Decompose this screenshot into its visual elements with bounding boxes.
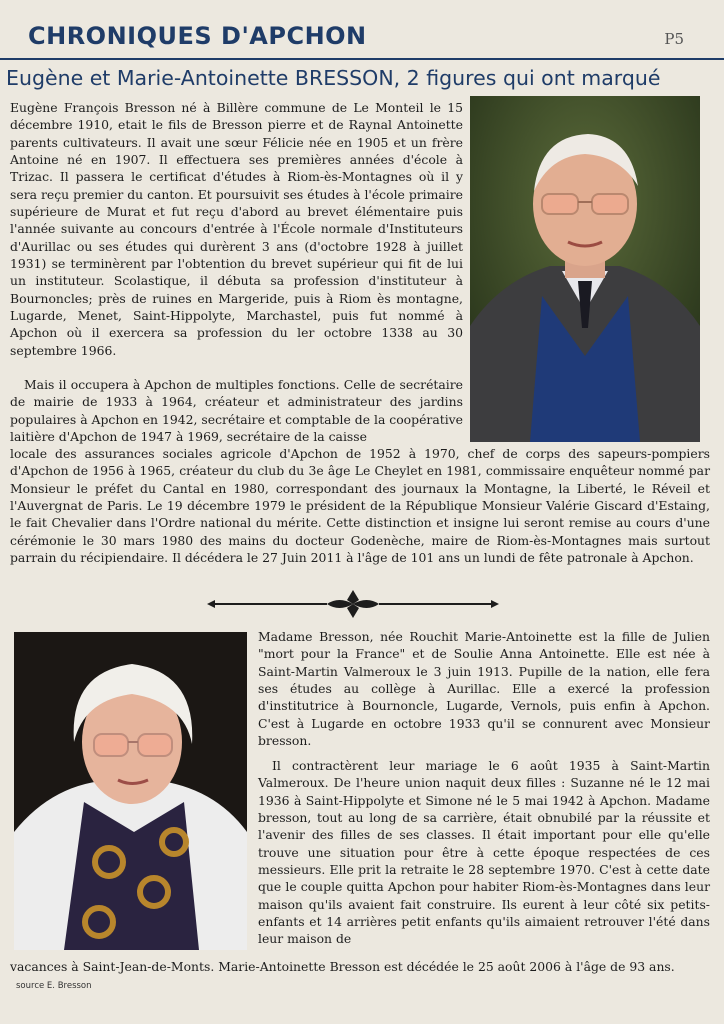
portrait-marie-antoinette-svg xyxy=(14,632,247,950)
paragraph-marie-bio: Madame Bresson, née Rouchit Marie-Antoinette est la fille de Julien "mort pour la France" et de Soulie Anna Antoinette. Elle est née à Saint-Martin Valmeroux le 3 juin 1913. Pupille de la nation, elle fera ses études au collège à Aurillac. Elle a exercé la profession d'institutrice à Bournoncle, Lugarde, Vernols, puis enfin à Apchon. C'est à Lugarde en octobre 1933 qu'il se connurent avec Monsieur bresson. xyxy=(258,629,710,749)
header-rule xyxy=(0,58,724,60)
paragraph-eugene-bio: Eugène François Bresson né à Billère commune de Le Monteil le 15 décembre 1910, etait le fils de Bresson pierre et de Raynal Antoinette parents cultivateurs. Il avait une sœur Félicie née en 1905 et un frère Antoine né en 1907. Il effectuera ses premières années d'école à Trizac. Il passera le certificat d'études à Riom-ès-Montagnes où il y sera reçu premier du canton. Et poursuivit ses études à l'école primaire supérieure de Murat et fut reçu d'abord au brevet élémentaire puis l'année suivante au concours d'entrée à l'École normale d'Instituteurs d'Aurillac ou ses études qui durèrent 3 ans (d'octobre 1928 à juillet 1931) se terminèrent par l'obtention du brevet supérieur qui fit de lui un instituteur. Scolastique, il débuta sa profession d'instituteur à Bournoncles; près de ruines en Margeride, puis à Riom ès montagne, Lugarde, Menet, Saint-Hippolyte, Marchastel, puis fut nommé à Apchon où il exercera sa profession du ler octobre 1338 au 30 septembre 1966. xyxy=(10,100,463,358)
divider-ornament-icon xyxy=(207,590,499,618)
page-header xyxy=(0,0,724,62)
paragraph-functions-start: Mais il occupera à Apchon de multiples fonctions. Celle de secrétaire de mairie de 1933 à 1964, créateur et administrateur des jardins populaires à Apchon en 1942, secrétaire et comptable de la coopérative laitière d'Apchon de 1947 à 1969, secrétaire de la caisse xyxy=(10,377,463,445)
ornamental-divider xyxy=(207,590,499,618)
portrait-eugene-svg xyxy=(470,96,700,442)
paragraph-marriage-start: Il contractèrent leur mariage le 6 août 1935 à Saint-Martin Valmeroux. De l'heure union naquit deux filles : Suzanne né le 12 mai 1936 à Saint-Hippolyte et Simone né le 5 mai 1942 à Apchon. Madame bresson, tout au long de sa carrière, était obnubilé par la réussite et l'avenir des filles de ses classes. Il était important pour elle qu'elle trouve une situation pour être à cette époque respectées de ces messieurs. Elle prit la retraite le 28 septembre 1970. C'est à cette date que le couple quitta Apchon pour habiter Riom-ès-Montagnes dans leur maison qu'ils avaient fait construire. Ils eurent à leur côté six petits-enfants et 14 arrières petit enfants qu'ils aimaient retrouver l'été dans leur maison de xyxy=(258,758,710,947)
article-headline: Eugène et Marie-Antoinette BRESSON, 2 figures qui ont marqué xyxy=(6,66,661,90)
portrait-marie-antoinette-bresson xyxy=(14,632,247,950)
page-number: P5 xyxy=(664,30,684,48)
photo-source-credit: source E. Bresson xyxy=(16,981,92,991)
paragraph-functions-end: locale des assurances sociales agricole d'Apchon de 1952 à 1970, chef de corps des sapeurs-pompiers d'Apchon de 1956 à 1965, créateur du club du 3e âge Le Cheylet en 1981, commissaire enquêteur nommé par Monsieur le préfet du Cantal en 1980, correspondant des journaux la Montagne, la Liberté, le Réveil et l'Auvergnat de Paris. Le 19 décembre 1979 le président de la République Monsieur Valérie Giscard d'Estaing, le fait Chevalier dans l'Ordre national du mérite. Cette distinction et insigne lui seront remise au cours d'une cérémonie le 30 mars 1980 des mains du docteur Godenèche, maire de Riom-ès-Montagnes mais surtout parrain du récipiendaire. Il décédera le 27 Juin 2011 à l'âge de 101 ans un lundi de fête patronale à Apchon. xyxy=(10,446,710,566)
paragraph-marriage-end: vacances à Saint-Jean-de-Monts. Marie-Antoinette Bresson est décédée le 25 août 2006 à l'âge de 93 ans. xyxy=(10,959,675,974)
masthead-title: CHRONIQUES D'APCHON xyxy=(28,22,367,50)
portrait-eugene-bresson xyxy=(470,96,700,442)
